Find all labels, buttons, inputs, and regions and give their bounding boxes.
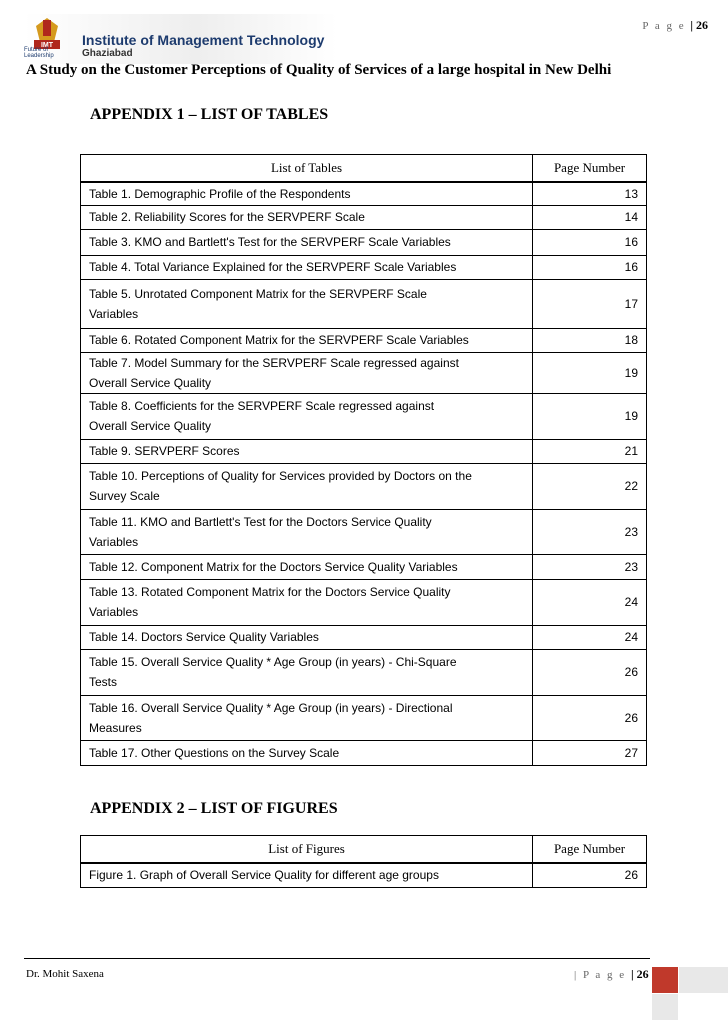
list-of-figures-column-header: List of Figures xyxy=(81,836,533,864)
header-page-label: P a g e xyxy=(642,20,686,32)
table-row xyxy=(81,205,647,229)
table-row xyxy=(81,182,647,205)
row-page-number: 26 xyxy=(533,695,647,740)
row-title xyxy=(81,509,533,554)
header-page-indicator xyxy=(642,18,708,33)
row-title-line: Table 17. Other Questions on the Survey Scale xyxy=(89,745,340,760)
table-row xyxy=(81,328,647,352)
table-row xyxy=(81,463,647,509)
page-number-column-header: Page Number xyxy=(533,155,647,183)
row-page-number: 16 xyxy=(533,255,647,279)
row-title-line: Table 16. Overall Service Quality * Age Group (in years) - Directional xyxy=(89,700,453,715)
row-page-number: 18 xyxy=(533,328,647,352)
row-page-number: 26 xyxy=(533,649,647,695)
row-page-number: 14 xyxy=(533,205,647,229)
row-title-line: Tests xyxy=(89,675,118,689)
row-title xyxy=(81,863,533,887)
row-page-number: 24 xyxy=(533,625,647,649)
table-row xyxy=(81,579,647,625)
row-title xyxy=(81,279,533,328)
row-title-line: Overall Service Quality xyxy=(89,375,212,390)
table-row xyxy=(81,554,647,579)
corner-decoration-grey xyxy=(652,994,678,1020)
row-title xyxy=(81,393,533,439)
table-row xyxy=(81,352,647,393)
row-page-number: 26 xyxy=(533,863,647,887)
row-title-line: Table 4. Total Variance Explained for the SERVPERF Scale Variables xyxy=(89,260,457,274)
institution-city: Ghaziabad xyxy=(82,48,133,59)
row-page-number: 22 xyxy=(533,463,647,509)
row-title-line: Table 2. Reliability Scores for the SERVPERF Scale xyxy=(89,210,365,224)
row-page-number: 21 xyxy=(533,439,647,463)
table-row xyxy=(81,695,647,740)
row-title-line: Variables xyxy=(89,306,139,321)
list-of-tables xyxy=(80,154,647,766)
row-page-number: 23 xyxy=(533,509,647,554)
row-title xyxy=(81,695,533,740)
row-title xyxy=(81,625,533,649)
row-title xyxy=(81,740,533,765)
table-row xyxy=(81,509,647,554)
row-title-line: Measures xyxy=(89,720,142,735)
row-title xyxy=(81,579,533,625)
row-title xyxy=(81,205,533,229)
row-title-line: Table 13. Rotated Component Matrix for the Doctors Service Quality xyxy=(89,585,451,599)
footer-author: Dr. Mohit Saxena xyxy=(26,968,104,980)
emblem-text: IMT xyxy=(40,42,54,49)
row-page-number: 23 xyxy=(533,554,647,579)
table-header-row xyxy=(81,836,647,864)
row-title-line: Table 8. Coefficients for the SERVPERF Scale regressed against xyxy=(89,399,435,413)
footer-page-indicator xyxy=(574,967,649,982)
row-title-line: Overall Service Quality xyxy=(89,419,212,433)
row-title-line: Table 6. Rotated Component Matrix for the SERVPERF Scale Variables xyxy=(89,333,469,347)
table-header-row xyxy=(81,155,647,183)
corner-decoration-grey xyxy=(679,967,728,993)
row-title xyxy=(81,554,533,579)
table-row xyxy=(81,625,647,649)
table-row xyxy=(81,393,647,439)
row-title-line: Variables xyxy=(89,534,139,549)
row-page-number: 27 xyxy=(533,740,647,765)
row-title xyxy=(81,229,533,255)
row-title-line: Survey Scale xyxy=(89,489,160,503)
row-title xyxy=(81,649,533,695)
row-title-line: Table 15. Overall Service Quality * Age Group (in years) - Chi-Square xyxy=(89,655,457,669)
page-number-column-header: Page Number xyxy=(533,836,647,864)
row-page-number: 13 xyxy=(533,182,647,205)
row-title-line: Table 1. Demographic Profile of the Respondents xyxy=(89,186,351,201)
row-title-line: Table 14. Doctors Service Quality Variables xyxy=(89,630,319,644)
row-title-line: Variables xyxy=(89,605,139,619)
appendix2-heading: APPENDIX 2 – LIST OF FIGURES xyxy=(90,800,338,817)
row-page-number: 19 xyxy=(533,352,647,393)
row-title-line: Figure 1. Graph of Overall Service Quality for different age groups xyxy=(89,868,439,883)
footer-page-number: | 26 xyxy=(630,967,649,981)
row-title-line: Table 5. Unrotated Component Matrix for the SERVPERF Scale xyxy=(89,286,427,301)
logo-tagline: Future of Leadership xyxy=(24,47,54,59)
institution-logo xyxy=(24,14,337,64)
row-title-line: Table 9. SERVPERF Scores xyxy=(89,444,240,458)
table-row xyxy=(81,649,647,695)
table-row xyxy=(81,255,647,279)
list-of-figures xyxy=(80,835,647,888)
row-title-line: Table 12. Component Matrix for the Doctors Service Quality Variables xyxy=(89,559,458,574)
row-page-number: 16 xyxy=(533,229,647,255)
row-title xyxy=(81,463,533,509)
corner-decoration-red xyxy=(652,967,678,993)
list-of-tables-column-header: List of Tables xyxy=(81,155,533,183)
header-page-number: | 26 xyxy=(690,18,708,32)
table-row xyxy=(81,439,647,463)
table-row xyxy=(81,863,647,887)
row-page-number: 24 xyxy=(533,579,647,625)
row-title xyxy=(81,255,533,279)
footer-divider xyxy=(24,958,650,959)
row-title xyxy=(81,328,533,352)
table-row xyxy=(81,740,647,765)
institution-name: Institute of Management Technology xyxy=(82,32,325,48)
row-title-line: Table 3. KMO and Bartlett's Test for the SERVPERF Scale Variables xyxy=(89,235,451,249)
row-title-line: Table 7. Model Summary for the SERVPERF Scale regressed against xyxy=(89,355,459,370)
document-title: A Study on the Customer Perceptions of Quality of Services of a large hospital in New Delhi xyxy=(26,62,612,78)
row-page-number: 19 xyxy=(533,393,647,439)
row-title-line: Table 10. Perceptions of Quality for Services provided by Doctors on the xyxy=(89,469,472,483)
row-title xyxy=(81,439,533,463)
table-row xyxy=(81,229,647,255)
appendix1-heading: APPENDIX 1 – LIST OF TABLES xyxy=(90,106,329,123)
table-row xyxy=(81,279,647,328)
row-page-number: 17 xyxy=(533,279,647,328)
footer-page-label: | P a g e xyxy=(574,969,627,981)
row-title xyxy=(81,352,533,393)
row-title xyxy=(81,182,533,205)
row-title-line: Table 11. KMO and Bartlett's Test for the Doctors Service Quality xyxy=(89,514,432,529)
